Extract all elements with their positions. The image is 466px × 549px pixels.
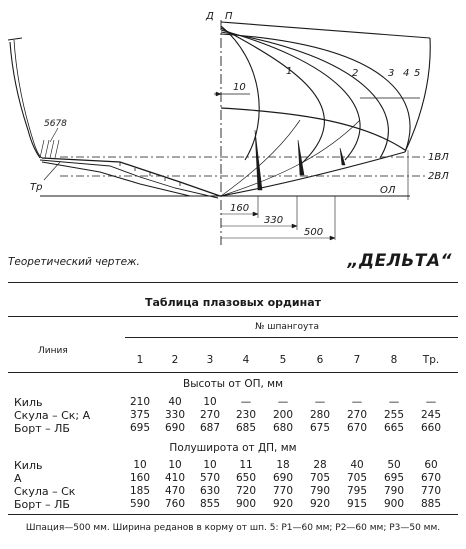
label-frame-1: 1 [286,66,293,77]
label-d: Д [206,11,214,22]
chine-left [42,158,220,196]
row-label: Скула – Ск [14,485,76,498]
table-cell: 40 [168,396,182,408]
table-cell: — [351,396,363,408]
table-cell: — [240,396,252,408]
table-cell: 885 [420,498,442,510]
column-header: 7 [353,354,361,366]
station-stubs [40,140,59,158]
label-p: П [225,11,233,22]
row-label: А [14,472,22,485]
lines-plan-drawing [0,0,466,250]
frame-2 [221,28,324,165]
table-cell: 10 [203,396,217,408]
label-dim-500: 500 [304,227,324,238]
table-cell: 690 [164,422,186,434]
row-label: Киль [14,459,43,472]
table-cell: 900 [235,498,257,510]
column-header: 6 [316,354,324,366]
bow-profile-inner [14,40,42,158]
redan-spike-2 [298,140,304,175]
frame-4 [221,32,388,158]
table-cell: 410 [164,472,186,484]
table-cell: — [277,396,289,408]
label-ol: ОЛ [380,185,396,196]
top-rule [8,282,458,283]
table-cell: 790 [383,485,405,497]
table-cell: 900 [383,498,405,510]
drawing-caption: Теоретический чертеж. [8,256,140,268]
table-cell: 660 [420,422,442,434]
label-frame-5: 5 [414,68,421,79]
column-header: 8 [390,354,398,366]
heights-section-title: Высоты от ОП, мм [183,378,283,390]
table-cell: 770 [272,485,294,497]
tr-leader [44,162,60,180]
bottom-right-2 [221,120,360,196]
table-cell: 11 [239,459,253,471]
table-cell: 705 [309,472,331,484]
table-cell: 200 [272,409,294,421]
label-frame-3: 3 [388,68,395,79]
label-wl2: 2ВЛ [428,171,449,182]
table-cell: 18 [276,459,290,471]
keel-left [42,162,190,196]
table-cell: 245 [420,409,442,421]
row-label: Скула – Ск; А [14,409,91,422]
table-cell: 770 [420,485,442,497]
table-cell: — [314,396,326,408]
table-cell: 270 [346,409,368,421]
table-cell: 795 [346,485,368,497]
table-cell: 670 [420,472,442,484]
sheer-line [221,22,430,38]
columns-rule [8,372,458,373]
table-cell: 590 [129,498,151,510]
table-cell: 695 [129,422,151,434]
bow-top [8,38,22,40]
dim-10-arrow [216,92,221,96]
label-wl1: 1ВЛ [428,152,449,163]
table-cell: 28 [313,459,327,471]
row-label: Киль [14,396,43,409]
boat-name: „ДЕЛЬТА“ [347,251,452,271]
table-cell: 10 [203,459,217,471]
column-header: 1 [136,354,144,366]
table-cell: 255 [383,409,405,421]
table-cell: 920 [272,498,294,510]
column-header: 4 [242,354,250,366]
table-cell: 720 [235,485,257,497]
half-widths-section-title: Полуширота от ДП, мм [169,442,297,454]
label-stations: 5678 [44,119,67,129]
label-frame-2: 2 [352,68,359,79]
table-title: Таблица плазовых ординат [144,296,322,309]
table-cell: 685 [235,422,257,434]
row-label: Борт – ЛБ [14,498,70,511]
bow-profile [10,42,40,158]
frame-5 [221,34,410,152]
table-cell: 50 [387,459,401,471]
table-cell: 270 [199,409,221,421]
table-cell: 680 [272,422,294,434]
chine-right [221,108,405,150]
column-header: 2 [171,354,179,366]
label-dim-330: 330 [264,215,284,226]
bottom-right [221,152,405,196]
header-rule [8,316,458,317]
table-cell: — [425,396,437,408]
table-cell: 230 [235,409,257,421]
table-cell: 570 [199,472,221,484]
table-footnote: Шпация—500 мм. Ширина реданов в корму от шп. 5: Р1—60 мм; Р2—60 мм; Р3—50 мм. [25,523,441,533]
frame-header: № шпангоута [255,322,320,332]
redan-spike-3 [340,148,345,165]
label-dim-160: 160 [230,203,250,214]
chine-left-2 [40,160,218,198]
table-cell: 160 [129,472,151,484]
table-cell: 650 [235,472,257,484]
stations-leader [50,128,58,142]
transom [405,38,430,152]
table-cell: 185 [129,485,151,497]
table-cell: 10 [168,459,182,471]
table-cell: 670 [346,422,368,434]
table-cell: 760 [164,498,186,510]
label-dim-10: 10 [233,82,246,93]
frame-sub-rule [125,337,458,338]
table-cell: 210 [129,396,151,408]
table-cell: 695 [383,472,405,484]
table-cell: 280 [309,409,331,421]
table-cell: 705 [346,472,368,484]
table-cell: 790 [309,485,331,497]
column-header: Тр. [422,354,440,366]
table-cell: 920 [309,498,331,510]
row-label: Борт – ЛБ [14,422,70,435]
label-tr: Тр [30,182,43,193]
table-cell: 470 [164,485,186,497]
line-header: Линия [38,346,68,356]
column-header: 5 [279,354,287,366]
bottom-rule [8,514,458,515]
table-cell: 665 [383,422,405,434]
table-cell: 630 [199,485,221,497]
column-header: 3 [206,354,214,366]
table-cell: 40 [350,459,364,471]
table-cell: — [388,396,400,408]
table-cell: 60 [424,459,438,471]
table-cell: 330 [164,409,186,421]
table-cell: 855 [199,498,221,510]
label-frame-4: 4 [403,68,410,79]
table-cell: 690 [272,472,294,484]
table-cell: 375 [129,409,151,421]
redan-spike-1 [255,130,262,190]
table-cell: 915 [346,498,368,510]
table-cell: 687 [199,422,221,434]
table-cell: 675 [309,422,331,434]
table-cell: 10 [133,459,147,471]
